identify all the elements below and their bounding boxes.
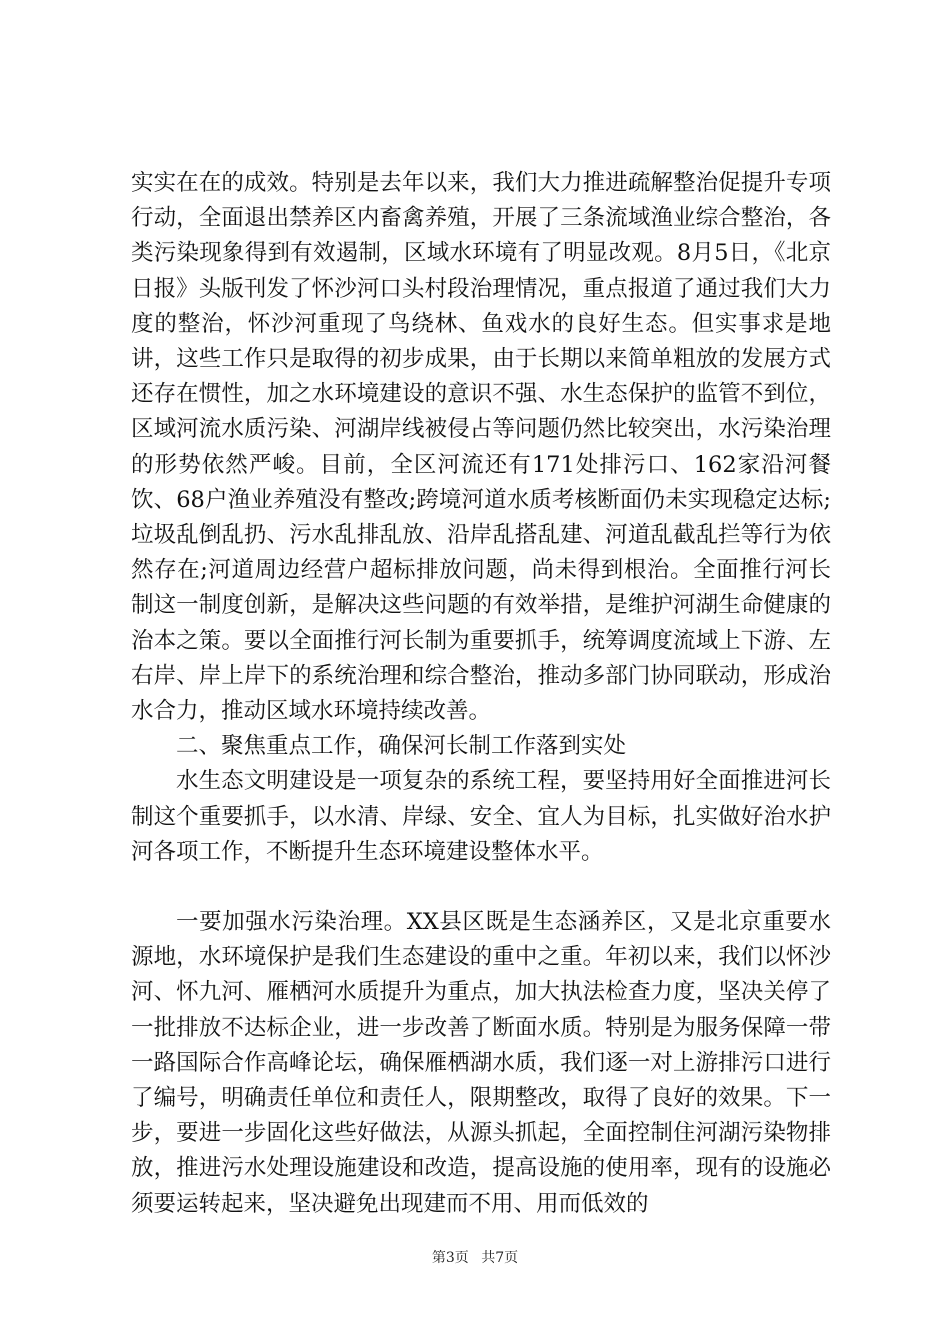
section-heading: 二、聚焦重点工作，确保河长制工作落到实处 bbox=[176, 733, 627, 760]
page-total: 共7页 bbox=[481, 1250, 519, 1266]
document-body bbox=[131, 166, 831, 1222]
paragraph-spacer bbox=[131, 870, 831, 905]
paragraph-intro: 水生态文明建设是一项复杂的系统工程，要坚持用好全面推进河长制这个重要抓手，以水清、岸绿、安全、宜人为目标，扎实做好治水护河各项工作，不断提升生态环境建设整体水平。 bbox=[131, 768, 831, 865]
page-footer bbox=[0, 1247, 950, 1267]
paragraph-water-pollution: 一要加强水污染治理。XX县区既是生态涵养区，又是北京重要水源地，水环境保护是我们生态建设的重中之重。年初以来，我们以怀沙河、怀九河、雁栖河水质提升为重点，加大执法检查力度，坚决关停了一批排放不达标企业，进一步改善了断面水质。特别是为服务保障一带一路国际合作高峰论坛，确保雁栖湖水质，我们逐一对上游排污口进行了编号，明确责任单位和责任人，限期整改，取得了良好的效果。下一步，要进一步固化这些好做法，从源头抓起，全面控制住河湖污染物排放，推进污水处理设施建设和改造，提高设施的使用率，现有的设施必须要运转起来，坚决避免出现建而不用、用而低效的 bbox=[131, 909, 831, 1217]
paragraph-continuation: 实实在在的成效。特别是去年以来，我们大力推进疏解整治促提升专项行动，全面退出禁养区内畜禽养殖，开展了三条流域渔业综合整治，各类污染现象得到有效遏制，区域水环境有了明显改观。8月5日，《北京日报》头版刊发了怀沙河口头村段治理情况，重点报道了通过我们大力度的整治，怀沙河重现了鸟绕林、鱼戏水的良好生态。但实事求是地讲，这些工作只是取得的初步成果，由于长期以来简单粗放的发展方式还存在惯性，加之水环境建设的意识不强、水生态保护的监管不到位，区域河流水质污染、河湖岸线被侵占等问题仍然比较突出，水污染治理的形势依然严峻。目前，全区河流还有171处排污口、162家沿河餐饮、68户渔业养殖没有整改;跨境河道水质考核断面仍未实现稳定达标;垃圾乱倒乱扔、污水乱排乱放、沿岸乱搭乱建、河道乱截乱拦等行为依然存在;河道周边经营户超标排放问题，尚未得到根治。全面推行河长制这一制度创新，是解决这些问题的有效举措，是维护河湖生命健康的治本之策。要以全面推行河长制为重要抓手，统筹调度流域上下游、左右岸、岸上岸下的系统治理和综合整治，推动多部门协同联动，形成治水合力，推动区域水环境持续改善。 bbox=[131, 170, 831, 725]
page-number: 第3页 bbox=[431, 1250, 469, 1266]
